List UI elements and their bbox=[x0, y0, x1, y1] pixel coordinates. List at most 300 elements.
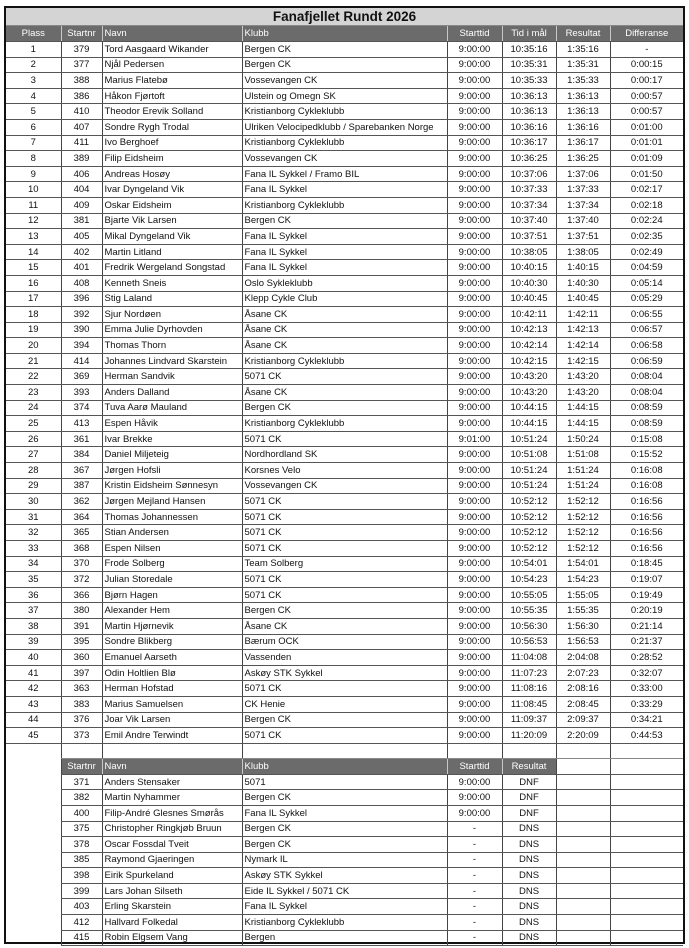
result-time-cell: 1:52:12 bbox=[556, 525, 610, 541]
club-cell: Vossevangen CK bbox=[242, 478, 447, 494]
time-difference-cell: 0:02:49 bbox=[610, 244, 683, 260]
finish-time-cell: 10:54:01 bbox=[502, 556, 556, 572]
start-number-cell: 404 bbox=[61, 182, 102, 198]
finish-time-cell: 10:35:33 bbox=[502, 73, 556, 89]
rider-name-cell: Fredrik Wergeland Songstad bbox=[102, 260, 242, 276]
col-header-navn: Navn bbox=[102, 758, 242, 774]
result-time-cell: 1:36:17 bbox=[556, 135, 610, 151]
club-cell: Fana IL Sykkel bbox=[242, 182, 447, 198]
place-cell: 37 bbox=[6, 603, 61, 619]
table-row bbox=[6, 634, 683, 650]
time-difference-cell: 0:19:07 bbox=[610, 572, 683, 588]
table-row bbox=[6, 837, 683, 853]
time-difference-cell: 0:16:56 bbox=[610, 509, 683, 525]
time-difference-cell: 0:05:14 bbox=[610, 275, 683, 291]
table-row bbox=[6, 728, 683, 744]
spacer-cell bbox=[556, 915, 610, 931]
time-difference-cell: 0:08:59 bbox=[610, 416, 683, 432]
time-difference-cell: 0:21:14 bbox=[610, 618, 683, 634]
finish-time-cell: 10:40:15 bbox=[502, 260, 556, 276]
spacer-cell bbox=[610, 743, 683, 758]
spacer-cell bbox=[6, 758, 61, 774]
start-number-cell: 413 bbox=[61, 416, 102, 432]
spacer-cell bbox=[610, 790, 683, 806]
status-cell: DNF bbox=[502, 774, 556, 790]
start-time-cell: 9:00:00 bbox=[447, 665, 502, 681]
time-difference-cell: 0:32:07 bbox=[610, 665, 683, 681]
start-time-cell: 9:00:00 bbox=[447, 805, 502, 821]
finish-time-cell: 10:44:15 bbox=[502, 416, 556, 432]
club-cell: Vossevangen CK bbox=[242, 73, 447, 89]
start-time-cell: 9:00:00 bbox=[447, 104, 502, 120]
start-number-cell: 385 bbox=[61, 852, 102, 868]
spacer-cell bbox=[6, 915, 61, 931]
table-row bbox=[6, 790, 683, 806]
finish-time-cell: 10:51:24 bbox=[502, 463, 556, 479]
club-cell: 5071 CK bbox=[242, 728, 447, 744]
result-time-cell: 1:43:20 bbox=[556, 369, 610, 385]
place-cell: 36 bbox=[6, 587, 61, 603]
result-time-cell: 1:55:05 bbox=[556, 587, 610, 603]
table-row bbox=[6, 712, 683, 728]
place-cell: 12 bbox=[6, 213, 61, 229]
club-cell: Åsane CK bbox=[242, 385, 447, 401]
result-time-cell: 1:37:33 bbox=[556, 182, 610, 198]
time-difference-cell: 0:05:29 bbox=[610, 291, 683, 307]
place-cell: 30 bbox=[6, 494, 61, 510]
club-cell: Bergen CK bbox=[242, 213, 447, 229]
start-number-cell: 415 bbox=[61, 930, 102, 946]
time-difference-cell: 0:06:58 bbox=[610, 338, 683, 354]
place-cell: 24 bbox=[6, 400, 61, 416]
table-row bbox=[6, 821, 683, 837]
start-number-cell: 403 bbox=[61, 899, 102, 915]
rider-name-cell: Håkon Fjørtoft bbox=[102, 88, 242, 104]
table-row bbox=[6, 696, 683, 712]
rider-name-cell: Kenneth Sneis bbox=[102, 275, 242, 291]
rider-name-cell: Lars Johan Silseth bbox=[102, 883, 242, 899]
start-number-cell: 398 bbox=[61, 868, 102, 884]
spacer-cell bbox=[556, 743, 610, 758]
start-time-cell: 9:00:00 bbox=[447, 618, 502, 634]
spacer-cell bbox=[610, 930, 683, 946]
finish-time-cell: 10:38:05 bbox=[502, 244, 556, 260]
table-row bbox=[6, 899, 683, 915]
place-cell: 27 bbox=[6, 447, 61, 463]
place-cell: 28 bbox=[6, 463, 61, 479]
place-cell: 20 bbox=[6, 338, 61, 354]
place-cell: 35 bbox=[6, 572, 61, 588]
finish-time-cell: 10:55:05 bbox=[502, 587, 556, 603]
start-number-cell: 411 bbox=[61, 135, 102, 151]
rider-name-cell: Bjørn Hagen bbox=[102, 587, 242, 603]
place-cell: 5 bbox=[6, 104, 61, 120]
start-number-cell: 381 bbox=[61, 213, 102, 229]
result-time-cell: 1:37:06 bbox=[556, 166, 610, 182]
time-difference-cell: 0:00:17 bbox=[610, 73, 683, 89]
spacer-cell bbox=[6, 774, 61, 790]
finish-time-cell: 10:51:24 bbox=[502, 431, 556, 447]
start-number-cell: 375 bbox=[61, 821, 102, 837]
rider-name-cell: Filip-André Glesnes Smørås bbox=[102, 805, 242, 821]
result-time-cell: 2:08:45 bbox=[556, 696, 610, 712]
time-difference-cell: 0:16:08 bbox=[610, 463, 683, 479]
dnf-dns-header-row bbox=[6, 758, 683, 774]
finish-time-cell: 10:51:08 bbox=[502, 447, 556, 463]
place-cell: 26 bbox=[6, 431, 61, 447]
finish-time-cell: 10:56:30 bbox=[502, 618, 556, 634]
club-cell: 5071 CK bbox=[242, 369, 447, 385]
table-row bbox=[6, 244, 683, 260]
start-time-cell: - bbox=[447, 852, 502, 868]
start-time-cell: 9:00:00 bbox=[447, 603, 502, 619]
start-time-cell: 9:00:00 bbox=[447, 151, 502, 167]
start-time-cell: 9:00:00 bbox=[447, 42, 502, 58]
club-cell: 5071 CK bbox=[242, 572, 447, 588]
table-row bbox=[6, 338, 683, 354]
table-row bbox=[6, 119, 683, 135]
place-cell: 4 bbox=[6, 88, 61, 104]
spacer-cell bbox=[610, 883, 683, 899]
time-difference-cell: 0:20:19 bbox=[610, 603, 683, 619]
spacer-cell bbox=[610, 852, 683, 868]
start-number-cell: 361 bbox=[61, 431, 102, 447]
club-cell: Fana IL Sykkel bbox=[242, 805, 447, 821]
club-cell: 5071 bbox=[242, 774, 447, 790]
status-cell: DNS bbox=[502, 930, 556, 946]
spacer-cell bbox=[556, 821, 610, 837]
club-cell: Kristianborg Cykleklubb bbox=[242, 104, 447, 120]
rider-name-cell: Odin Holtlien Blø bbox=[102, 665, 242, 681]
time-difference-cell: 0:16:56 bbox=[610, 541, 683, 557]
table-row bbox=[6, 42, 683, 58]
start-number-cell: 399 bbox=[61, 883, 102, 899]
time-difference-cell: 0:08:04 bbox=[610, 369, 683, 385]
time-difference-cell: 0:06:55 bbox=[610, 307, 683, 323]
spacer-cell bbox=[61, 743, 102, 758]
rider-name-cell: Bjarte Vik Larsen bbox=[102, 213, 242, 229]
time-difference-cell: 0:33:29 bbox=[610, 696, 683, 712]
start-number-cell: 397 bbox=[61, 665, 102, 681]
place-cell: 17 bbox=[6, 291, 61, 307]
dnf-dns-body bbox=[6, 774, 683, 946]
status-cell: DNS bbox=[502, 821, 556, 837]
rider-name-cell: Erling Skarstein bbox=[102, 899, 242, 915]
table-row bbox=[6, 930, 683, 946]
time-difference-cell: 0:01:50 bbox=[610, 166, 683, 182]
time-difference-cell: 0:21:37 bbox=[610, 634, 683, 650]
table-row bbox=[6, 73, 683, 89]
club-cell: Ulriken Velocipedklubb / Sparebanken Norge bbox=[242, 119, 447, 135]
results-header-row bbox=[6, 26, 683, 42]
start-time-cell: 9:00:00 bbox=[447, 712, 502, 728]
result-time-cell: 1:40:45 bbox=[556, 291, 610, 307]
time-difference-cell: 0:16:08 bbox=[610, 478, 683, 494]
place-cell: 15 bbox=[6, 260, 61, 276]
finish-time-cell: 10:36:17 bbox=[502, 135, 556, 151]
start-number-cell: 362 bbox=[61, 494, 102, 510]
start-time-cell: - bbox=[447, 883, 502, 899]
start-time-cell: 9:00:00 bbox=[447, 774, 502, 790]
table-row bbox=[6, 868, 683, 884]
rider-name-cell: Frode Solberg bbox=[102, 556, 242, 572]
place-cell: 25 bbox=[6, 416, 61, 432]
col-header-plass: Plass bbox=[6, 26, 61, 42]
club-cell: Bergen CK bbox=[242, 821, 447, 837]
result-time-cell: 1:44:15 bbox=[556, 416, 610, 432]
start-number-cell: 360 bbox=[61, 650, 102, 666]
club-cell: Bergen CK bbox=[242, 790, 447, 806]
start-number-cell: 377 bbox=[61, 57, 102, 73]
club-cell: Bergen CK bbox=[242, 603, 447, 619]
title-row bbox=[6, 8, 683, 26]
spacer-cell bbox=[6, 852, 61, 868]
club-cell: Vassenden bbox=[242, 650, 447, 666]
place-cell: 32 bbox=[6, 525, 61, 541]
spacer-cell bbox=[447, 743, 502, 758]
finish-time-cell: 10:52:12 bbox=[502, 509, 556, 525]
spacer-row bbox=[6, 743, 683, 758]
table-row bbox=[6, 431, 683, 447]
start-number-cell: 382 bbox=[61, 790, 102, 806]
table-row bbox=[6, 665, 683, 681]
table-row bbox=[6, 447, 683, 463]
rider-name-cell: Andreas Hosøy bbox=[102, 166, 242, 182]
table-row bbox=[6, 541, 683, 557]
table-row bbox=[6, 88, 683, 104]
start-number-cell: 387 bbox=[61, 478, 102, 494]
result-time-cell: 1:56:30 bbox=[556, 618, 610, 634]
time-difference-cell: 0:44:53 bbox=[610, 728, 683, 744]
start-number-cell: 373 bbox=[61, 728, 102, 744]
club-cell: Oslo Sykleklubb bbox=[242, 275, 447, 291]
result-time-cell: 1:36:13 bbox=[556, 104, 610, 120]
rider-name-cell: Stig Laland bbox=[102, 291, 242, 307]
spacer-cell bbox=[6, 868, 61, 884]
time-difference-cell: 0:01:00 bbox=[610, 119, 683, 135]
club-cell: Åsane CK bbox=[242, 618, 447, 634]
spacer-cell bbox=[556, 790, 610, 806]
club-cell: Bergen CK bbox=[242, 400, 447, 416]
start-number-cell: 374 bbox=[61, 400, 102, 416]
finish-time-cell: 10:42:13 bbox=[502, 322, 556, 338]
result-time-cell: 1:37:34 bbox=[556, 197, 610, 213]
table-row bbox=[6, 166, 683, 182]
time-difference-cell: 0:02:24 bbox=[610, 213, 683, 229]
rider-name-cell: Espen Nilsen bbox=[102, 541, 242, 557]
start-time-cell: 9:00:00 bbox=[447, 541, 502, 557]
place-cell: 18 bbox=[6, 307, 61, 323]
club-cell: 5071 CK bbox=[242, 587, 447, 603]
time-difference-cell: 0:08:04 bbox=[610, 385, 683, 401]
rider-name-cell: Anders Dalland bbox=[102, 385, 242, 401]
spacer-cell bbox=[610, 899, 683, 915]
result-time-cell: 1:38:05 bbox=[556, 244, 610, 260]
finish-time-cell: 10:37:34 bbox=[502, 197, 556, 213]
place-cell: 43 bbox=[6, 696, 61, 712]
start-number-cell: 389 bbox=[61, 151, 102, 167]
rider-name-cell: Tuva Aarø Mauland bbox=[102, 400, 242, 416]
start-time-cell: 9:00:00 bbox=[447, 494, 502, 510]
spacer-cell bbox=[6, 805, 61, 821]
rider-name-cell: Ivo Berghoef bbox=[102, 135, 242, 151]
rider-name-cell: Daniel Miljeteig bbox=[102, 447, 242, 463]
col-header-resultat: Resultat bbox=[502, 758, 556, 774]
finish-time-cell: 10:36:13 bbox=[502, 104, 556, 120]
rider-name-cell: Herman Hofstad bbox=[102, 681, 242, 697]
start-number-cell: 388 bbox=[61, 73, 102, 89]
start-time-cell: 9:00:00 bbox=[447, 790, 502, 806]
start-time-cell: 9:00:00 bbox=[447, 728, 502, 744]
table-row bbox=[6, 603, 683, 619]
result-time-cell: 1:54:01 bbox=[556, 556, 610, 572]
start-time-cell: 9:00:00 bbox=[447, 463, 502, 479]
club-cell: 5071 CK bbox=[242, 525, 447, 541]
finish-time-cell: 10:36:13 bbox=[502, 88, 556, 104]
time-difference-cell: - bbox=[610, 42, 683, 58]
start-number-cell: 401 bbox=[61, 260, 102, 276]
finish-time-cell: 10:36:16 bbox=[502, 119, 556, 135]
club-cell: Åsane CK bbox=[242, 338, 447, 354]
start-number-cell: 379 bbox=[61, 42, 102, 58]
rider-name-cell: Jørgen Mejland Hansen bbox=[102, 494, 242, 510]
spacer-cell bbox=[610, 837, 683, 853]
spacer-cell bbox=[242, 743, 447, 758]
result-time-cell: 1:35:33 bbox=[556, 73, 610, 89]
result-time-cell: 1:43:20 bbox=[556, 385, 610, 401]
place-cell: 13 bbox=[6, 229, 61, 245]
rider-name-cell: Emil Andre Terwindt bbox=[102, 728, 242, 744]
status-cell: DNS bbox=[502, 852, 556, 868]
place-cell: 19 bbox=[6, 322, 61, 338]
place-cell: 8 bbox=[6, 151, 61, 167]
table-row bbox=[6, 291, 683, 307]
start-number-cell: 400 bbox=[61, 805, 102, 821]
rider-name-cell: Oscar Fossdal Tveit bbox=[102, 837, 242, 853]
rider-name-cell: Thomas Thorn bbox=[102, 338, 242, 354]
club-cell: 5071 CK bbox=[242, 681, 447, 697]
result-time-cell: 1:51:24 bbox=[556, 463, 610, 479]
club-cell: Team Solberg bbox=[242, 556, 447, 572]
col-header-klubb: Klubb bbox=[242, 758, 447, 774]
club-cell: Fana IL Sykkel bbox=[242, 229, 447, 245]
start-time-cell: - bbox=[447, 899, 502, 915]
start-time-cell: 9:00:00 bbox=[447, 400, 502, 416]
result-time-cell: 1:44:15 bbox=[556, 400, 610, 416]
table-row bbox=[6, 463, 683, 479]
club-cell: Kristianborg Cykleklubb bbox=[242, 197, 447, 213]
finish-time-cell: 10:40:45 bbox=[502, 291, 556, 307]
start-time-cell: 9:00:00 bbox=[447, 634, 502, 650]
finish-time-cell: 10:52:12 bbox=[502, 525, 556, 541]
finish-time-cell: 10:37:06 bbox=[502, 166, 556, 182]
start-number-cell: 371 bbox=[61, 774, 102, 790]
rider-name-cell: Herman Sandvik bbox=[102, 369, 242, 385]
start-time-cell: 9:00:00 bbox=[447, 275, 502, 291]
club-cell: Askøy STK Sykkel bbox=[242, 868, 447, 884]
col-header-navn: Navn bbox=[102, 26, 242, 42]
club-cell: Kristianborg Cykleklubb bbox=[242, 416, 447, 432]
spacer-cell bbox=[610, 758, 683, 774]
club-cell: Nymark IL bbox=[242, 852, 447, 868]
col-header-starttid: Starttid bbox=[447, 26, 502, 42]
status-cell: DNS bbox=[502, 899, 556, 915]
club-cell: Kristianborg Cykleklubb bbox=[242, 915, 447, 931]
result-time-cell: 1:36:13 bbox=[556, 88, 610, 104]
start-time-cell: 9:00:00 bbox=[447, 322, 502, 338]
result-time-cell: 2:20:09 bbox=[556, 728, 610, 744]
start-time-cell: - bbox=[447, 837, 502, 853]
table-row bbox=[6, 369, 683, 385]
result-time-cell: 1:56:53 bbox=[556, 634, 610, 650]
place-cell: 16 bbox=[6, 275, 61, 291]
rider-name-cell: Alexander Hem bbox=[102, 603, 242, 619]
result-time-cell: 1:42:13 bbox=[556, 322, 610, 338]
table-row bbox=[6, 618, 683, 634]
result-time-cell: 2:09:37 bbox=[556, 712, 610, 728]
start-number-cell: 408 bbox=[61, 275, 102, 291]
place-cell: 14 bbox=[6, 244, 61, 260]
start-number-cell: 372 bbox=[61, 572, 102, 588]
rider-name-cell: Stian Andersen bbox=[102, 525, 242, 541]
club-cell: Fana IL Sykkel bbox=[242, 244, 447, 260]
start-number-cell: 406 bbox=[61, 166, 102, 182]
club-cell: Åsane CK bbox=[242, 322, 447, 338]
start-time-cell: 9:00:00 bbox=[447, 525, 502, 541]
start-number-cell: 414 bbox=[61, 353, 102, 369]
time-difference-cell: 0:04:59 bbox=[610, 260, 683, 276]
result-time-cell: 1:52:12 bbox=[556, 509, 610, 525]
table-row bbox=[6, 151, 683, 167]
table-row bbox=[6, 883, 683, 899]
time-difference-cell: 0:15:08 bbox=[610, 431, 683, 447]
start-number-cell: 380 bbox=[61, 603, 102, 619]
spacer-cell bbox=[610, 821, 683, 837]
start-time-cell: 9:00:00 bbox=[447, 650, 502, 666]
club-cell: Korsnes Velo bbox=[242, 463, 447, 479]
club-cell: Bergen CK bbox=[242, 42, 447, 58]
rider-name-cell: Julian Storedale bbox=[102, 572, 242, 588]
time-difference-cell: 0:02:35 bbox=[610, 229, 683, 245]
rider-name-cell: Emanuel Aarseth bbox=[102, 650, 242, 666]
finish-time-cell: 10:52:12 bbox=[502, 541, 556, 557]
start-time-cell: - bbox=[447, 930, 502, 946]
start-time-cell: 9:00:00 bbox=[447, 509, 502, 525]
table-row bbox=[6, 182, 683, 198]
start-number-cell: 391 bbox=[61, 618, 102, 634]
time-difference-cell: 0:06:57 bbox=[610, 322, 683, 338]
club-cell: Bergen CK bbox=[242, 57, 447, 73]
start-time-cell: - bbox=[447, 821, 502, 837]
time-difference-cell: 0:06:59 bbox=[610, 353, 683, 369]
finish-time-cell: 10:55:35 bbox=[502, 603, 556, 619]
table-row bbox=[6, 774, 683, 790]
status-cell: DNS bbox=[502, 915, 556, 931]
start-number-cell: 383 bbox=[61, 696, 102, 712]
start-number-cell: 368 bbox=[61, 541, 102, 557]
rider-name-cell: Marius Samuelsen bbox=[102, 696, 242, 712]
spacer-cell bbox=[6, 930, 61, 946]
table-row bbox=[6, 494, 683, 510]
club-cell: Vossevangen CK bbox=[242, 151, 447, 167]
place-cell: 7 bbox=[6, 135, 61, 151]
result-time-cell: 1:40:30 bbox=[556, 275, 610, 291]
table-row bbox=[6, 229, 683, 245]
rider-name-cell: Mikal Dyngeland Vik bbox=[102, 229, 242, 245]
spacer-cell bbox=[6, 790, 61, 806]
time-difference-cell: 0:02:17 bbox=[610, 182, 683, 198]
start-number-cell: 363 bbox=[61, 681, 102, 697]
